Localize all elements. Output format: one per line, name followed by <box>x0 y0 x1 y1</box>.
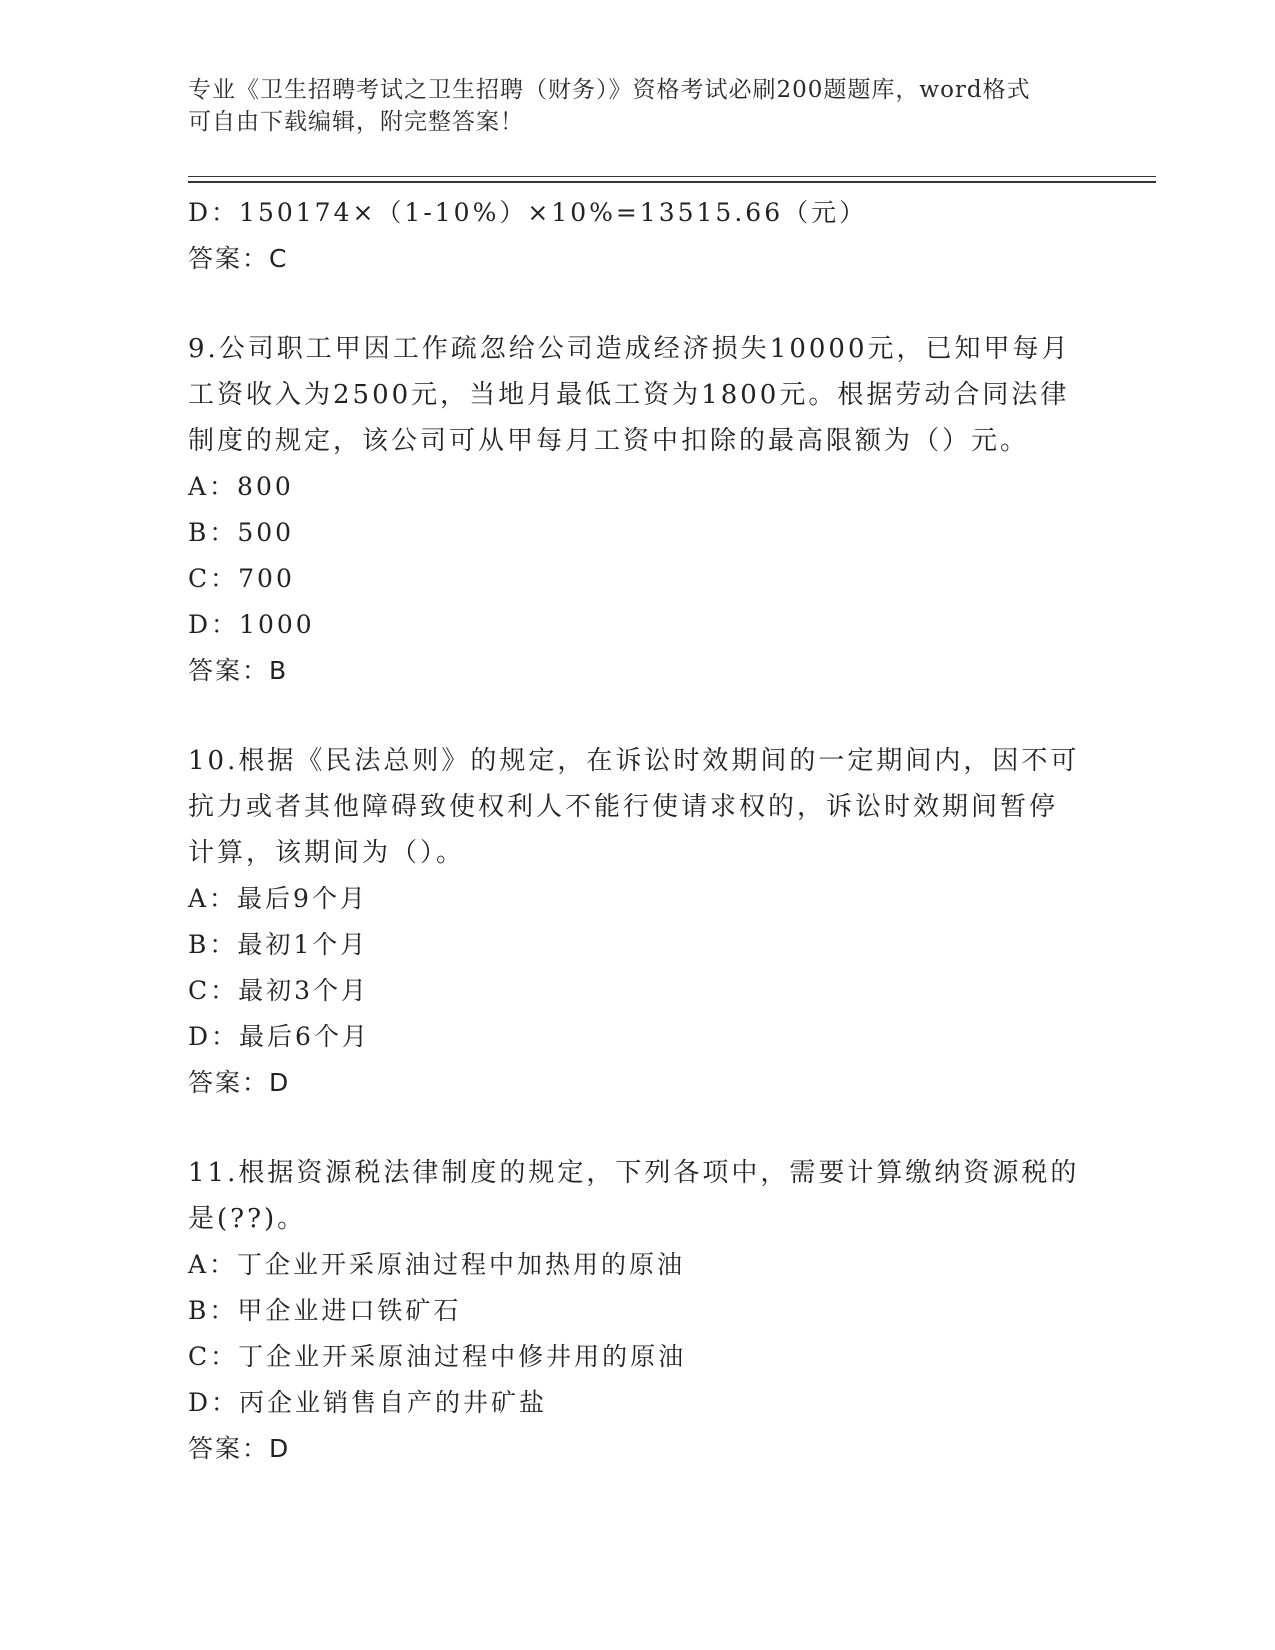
option-c: C：700 <box>188 564 295 593</box>
answer-line: 答案：D <box>188 1434 291 1463</box>
option-d: D：最后6个月 <box>188 1022 370 1051</box>
option-a: A：800 <box>188 472 294 501</box>
option-c: C：最初3个月 <box>188 976 370 1005</box>
option-d: D：150174×（1-10%）×10%=13515.66（元） <box>188 198 868 227</box>
option-b: B：最初1个月 <box>188 930 369 959</box>
stem-line: 10.根据《民法总则》的规定，在诉讼时效期间的一定期间内，因不可 <box>188 746 1080 776</box>
option-d: D：1000 <box>188 610 315 639</box>
stem-line: 9.公司职工甲因工作疏忽给公司造成经济损失10000元，已知甲每月 <box>188 334 1071 364</box>
answer-line: 答案：D <box>188 1068 291 1097</box>
option-a: A：最后9个月 <box>188 884 368 913</box>
stem-line: 是(??)。 <box>188 1204 307 1234</box>
stem-line: 工资收入为2500元，当地月最低工资为1800元。根据劳动合同法律 <box>188 380 1070 410</box>
header-divider-thin <box>188 176 1156 177</box>
header-divider-thick <box>188 181 1156 183</box>
answer-line: 答案：B <box>188 656 289 685</box>
option-b: B：500 <box>188 518 295 547</box>
header-line-1: 专业《卫生招聘考试之卫生招聘（财务）》资格考试必刷200题题库，word格式 <box>188 77 1031 103</box>
question-stem <box>188 1150 1088 1242</box>
document-header <box>188 74 1068 138</box>
header-line-2: 可自由下载编辑，附完整答案！ <box>188 109 524 135</box>
question-9 <box>188 326 1088 694</box>
option-b: B：甲企业进口铁矿石 <box>188 1296 462 1325</box>
option-c: C：丁企业开采原油过程中修井用的原油 <box>188 1342 687 1371</box>
stem-line: 计算，该期间为（）。 <box>188 838 466 868</box>
stem-line: 抗力或者其他障碍致使权利人不能行使请求权的，诉讼时效期间暂停 <box>188 792 1059 822</box>
carryover-block <box>188 190 1088 282</box>
stem-line: 11.根据资源税法律制度的规定，下列各项中，需要计算缴纳资源税的 <box>188 1158 1080 1188</box>
document-body <box>188 190 1088 1472</box>
option-a: A：丁企业开采原油过程中加热用的原油 <box>188 1250 686 1279</box>
question-11 <box>188 1150 1088 1472</box>
stem-line: 制度的规定，该公司可从甲每月工资中扣除的最高限额为（）元。 <box>188 426 1030 456</box>
question-stem <box>188 326 1088 464</box>
question-stem <box>188 738 1088 876</box>
question-10 <box>188 738 1088 1106</box>
option-d: D：丙企业销售自产的井矿盐 <box>188 1388 548 1417</box>
answer-line: 答案：C <box>188 244 289 273</box>
